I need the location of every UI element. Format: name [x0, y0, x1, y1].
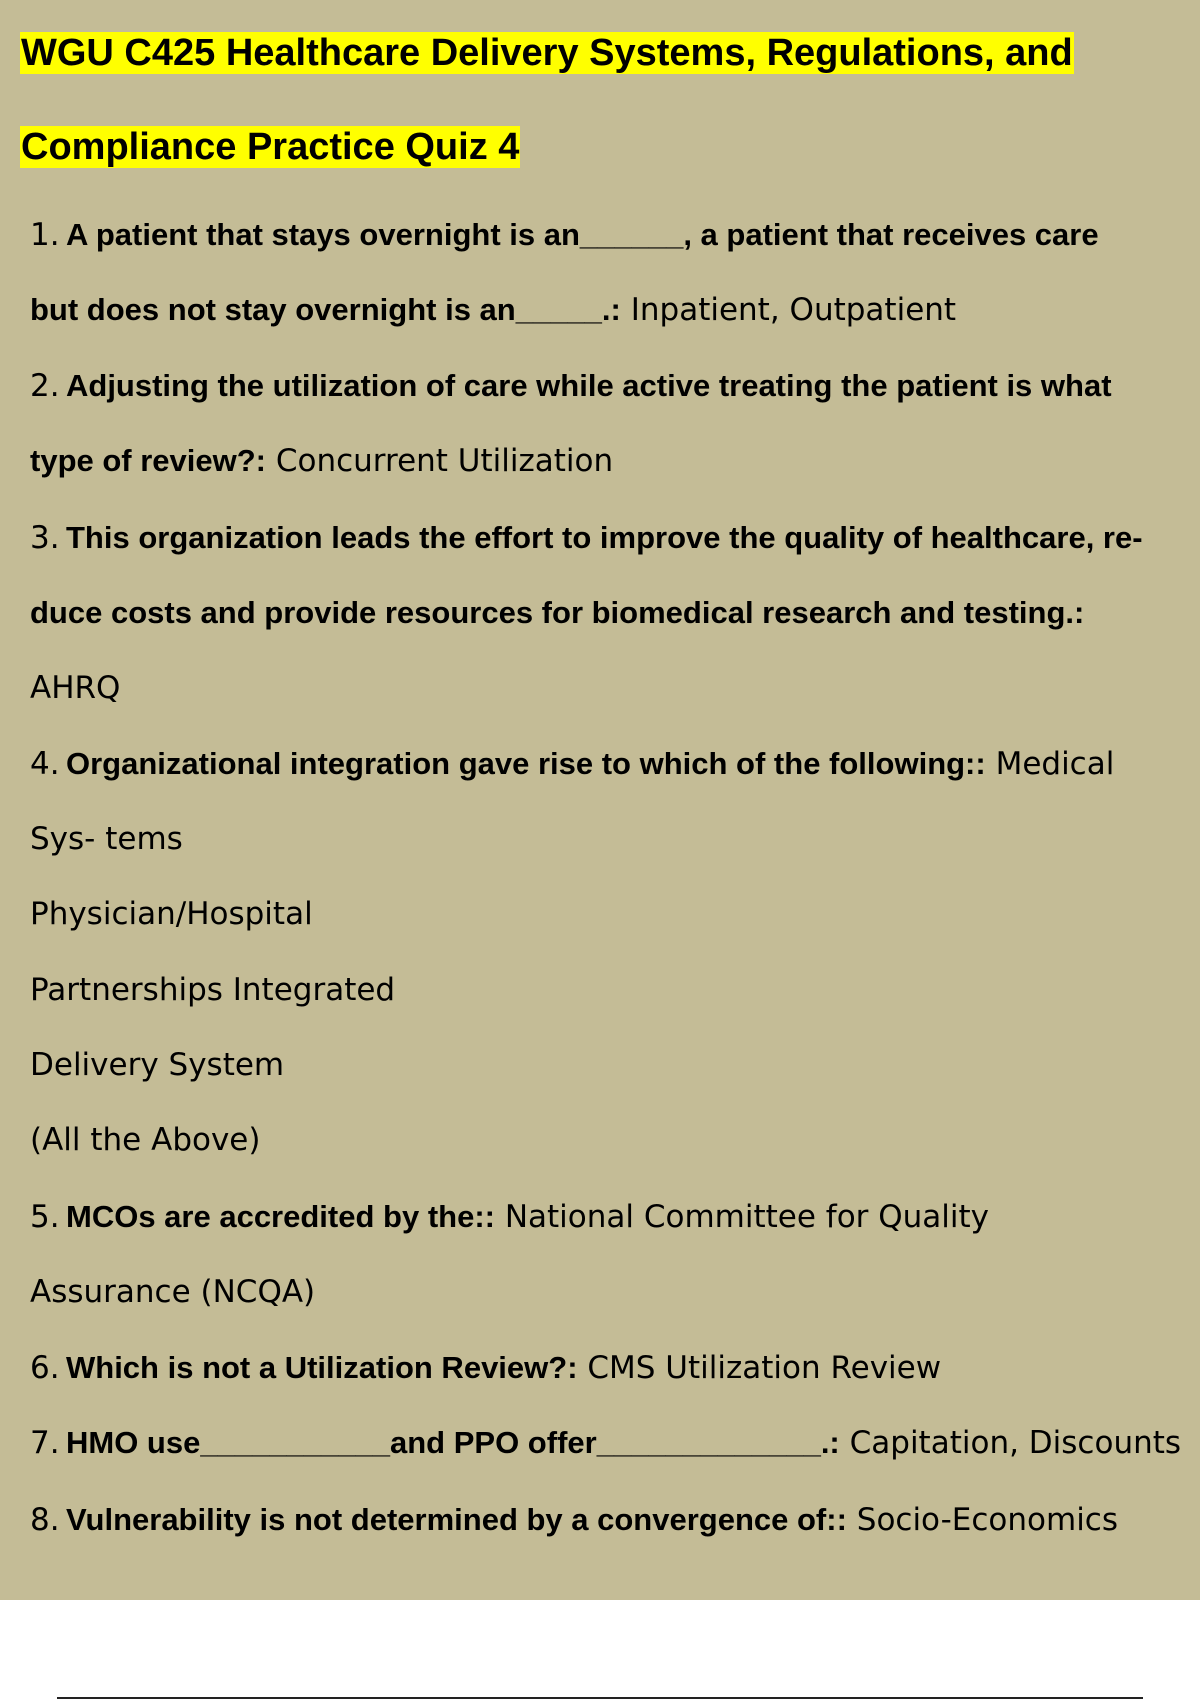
question-text: HMO use___________and PPO offer_____________.:: [66, 1425, 840, 1460]
title-line-1: WGU C425 Healthcare Delivery Systems, Regulations, and: [21, 32, 1073, 74]
footer-divider: [57, 1697, 1143, 1699]
question-number: 4.: [30, 746, 60, 782]
question-2: [30, 364, 1112, 408]
question-3-continued: [30, 591, 1084, 635]
question-number: 7.: [30, 1425, 60, 1461]
question-number: 2.: [30, 368, 60, 404]
answer-line: Sys- tems: [30, 821, 183, 857]
question-text: This organization leads the effort to improve the quality of healthcare, re-: [66, 520, 1143, 555]
question-text: duce costs and provide resources for biomedical research and testing.:: [30, 595, 1085, 630]
question-6: [30, 1346, 941, 1390]
question-1: [30, 213, 1099, 257]
answer-text: National Committee for Quality: [494, 1199, 990, 1235]
title-line-2: Compliance Practice Quiz 4: [21, 126, 520, 168]
question-8: [30, 1498, 1118, 1542]
question-number: 8.: [30, 1502, 60, 1538]
question-text: type of review?:: [30, 443, 266, 478]
answer-text: Inpatient, Outpatient: [620, 292, 957, 328]
question-number: 1.: [30, 217, 60, 253]
question-text: A patient that stays overnight is an______, a patient that receives care: [66, 217, 1099, 252]
question-4: [30, 742, 1114, 786]
question-number: 5.: [30, 1199, 60, 1235]
question-text: Which is not a Utilization Review?:: [66, 1350, 578, 1385]
question-2-continued: [30, 439, 613, 483]
question-7: [30, 1421, 1181, 1465]
question-3: [30, 516, 1143, 560]
answer-text: Assurance (NCQA): [30, 1274, 316, 1310]
answer-text: CMS Utilization Review: [577, 1350, 942, 1386]
answer-text: Capitation, Discounts: [839, 1425, 1182, 1461]
question-number: 3.: [30, 520, 60, 556]
question-5-answer-continued: [30, 1270, 315, 1314]
question-text: Vulnerability is not determined by a convergence of::: [66, 1502, 847, 1537]
answer-text: Socio-Economics: [846, 1502, 1119, 1538]
answer-line: Delivery System: [30, 1047, 285, 1083]
answer-text: Medical: [985, 746, 1115, 782]
question-1-continued: [30, 288, 956, 332]
answer-text: Concurrent Utilization: [266, 443, 614, 479]
answer-line: Physician/Hospital: [30, 896, 313, 932]
question-text: MCOs are accredited by the::: [66, 1199, 495, 1234]
answer-text: AHRQ: [30, 670, 121, 706]
answer-line: Partnerships Integrated: [30, 972, 396, 1008]
question-3-answer: [30, 666, 120, 710]
question-5: [30, 1195, 989, 1239]
question-text: Adjusting the utilization of care while active treating the patient is what: [66, 368, 1112, 403]
question-text: Organizational integration gave rise to which of the following::: [66, 746, 986, 781]
question-text: but does not stay overnight is an_____.:: [30, 292, 621, 327]
answer-line: (All the Above): [30, 1122, 261, 1158]
question-number: 6.: [30, 1350, 60, 1386]
